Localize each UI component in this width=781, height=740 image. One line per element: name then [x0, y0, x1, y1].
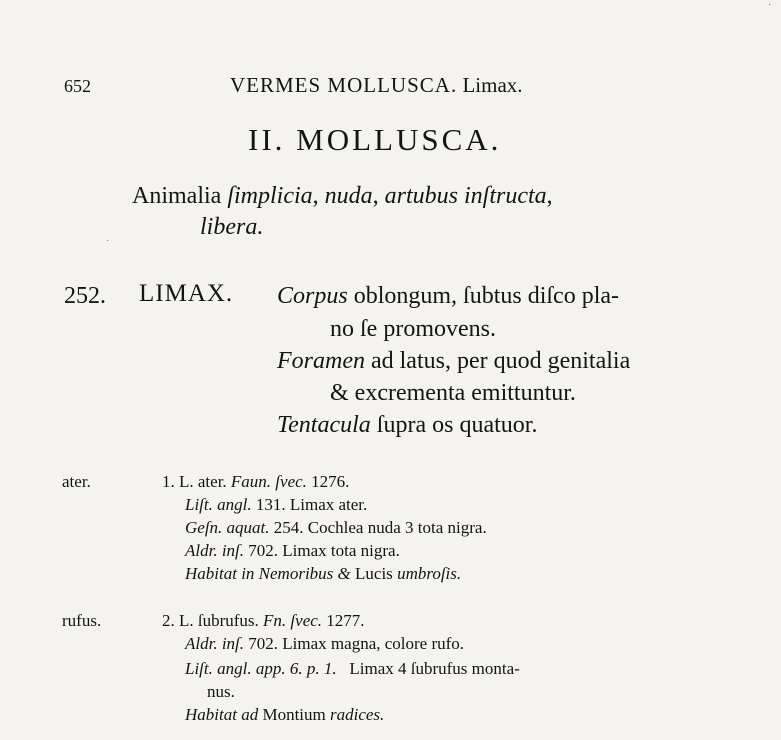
habitat-text: Habitat ad — [185, 705, 259, 724]
running-head-genus: Limax. — [462, 73, 523, 97]
habitat-text: radices. — [330, 705, 385, 724]
species-line — [185, 541, 400, 561]
citation-source: Aldr. inſ. — [185, 634, 245, 653]
foramen-text: ad latus, per quod genitalia — [370, 348, 631, 374]
definition-word: inſtructa — [464, 183, 547, 209]
species-trivial-name: rufus. — [62, 611, 102, 630]
genus-name: LIMAX. — [139, 280, 234, 307]
citation-text: Limax tota nigra. — [282, 541, 400, 560]
definition-line-1: Animalia ſimplicia, nuda, artubus inſtructa, — [132, 183, 553, 209]
running-head-main: VERMES MOLLUSCA. — [230, 73, 458, 97]
citation-source: Aldr. inſ. — [185, 541, 245, 560]
genus-corpus-line-2: no ſe promovens. — [330, 316, 496, 342]
tentacula-text: ſupra os quatuor. — [376, 412, 538, 438]
citation-number: 1276. — [311, 472, 350, 491]
citation-source: Liſt. angl. — [185, 495, 252, 514]
genus-number: 252. — [64, 283, 106, 309]
definition-word: Animalia — [132, 183, 222, 209]
citation-number: 702. — [248, 541, 279, 560]
page-number: 652 — [64, 76, 91, 96]
species-habitat — [185, 705, 384, 725]
corpus-text: oblongum, ſubtus diſco pla- — [353, 283, 619, 309]
scan-speck: · — [768, 0, 772, 11]
species-trivial-name: ater. — [62, 472, 91, 491]
citation-number: 254. — [273, 518, 304, 537]
species-line — [185, 518, 487, 538]
genus-tentacula-line — [277, 412, 537, 439]
species-name: 1. L. ater. — [162, 472, 227, 491]
species-line — [185, 659, 520, 679]
definition-word: ſimplicia — [227, 183, 313, 209]
genus-foramen-line-2: & excrementa emittuntur. — [330, 380, 576, 406]
definition-line-2: libera. — [200, 214, 264, 240]
definition-word: nuda — [324, 183, 373, 209]
species-name: 2. L. ſubrufus. — [162, 611, 259, 630]
citation-number: 702. — [248, 634, 279, 653]
species-line-continuation: nus. — [207, 682, 235, 701]
citation-text: Limax ater. — [289, 495, 368, 514]
running-head — [230, 73, 523, 98]
citation-source: Geſn. aquat. — [185, 518, 270, 537]
genus-foramen-line-1 — [277, 348, 630, 375]
species-line — [162, 472, 349, 492]
citation-number: 131. — [255, 495, 286, 514]
habitat-text: Montium — [262, 705, 326, 724]
foramen-label: Foramen — [277, 348, 365, 374]
species-line — [185, 634, 464, 654]
citation-source: Liſt. angl. app. 6. p. 1. — [185, 659, 337, 678]
citation-source: Faun. ſvec. — [230, 472, 307, 491]
habitat-text: Habitat in Nemoribus — [185, 564, 334, 583]
genus-corpus-line-1 — [277, 283, 619, 310]
tentacula-label: Tentacula — [277, 412, 371, 438]
species-line — [162, 611, 365, 631]
species-habitat — [185, 564, 461, 584]
citation-text: Limax magna, colore rufo. — [282, 634, 465, 653]
citation-number: 1277. — [326, 611, 365, 630]
habitat-text: umbroſis. — [397, 564, 462, 583]
corpus-label: Corpus — [277, 283, 348, 309]
habitat-text: & — [337, 564, 351, 583]
definition-word: artubus — [384, 183, 458, 209]
scan-speck: · — [106, 236, 110, 247]
species-line — [185, 495, 367, 515]
habitat-text: Lucis — [355, 564, 393, 583]
section-title: II. MOLLUSCA. — [248, 122, 502, 157]
citation-source: Fn. ſvec. — [263, 611, 323, 630]
citation-text: Limax 4 ſubrufus monta- — [349, 659, 520, 678]
citation-text: Cochlea nuda 3 tota nigra. — [307, 518, 487, 537]
